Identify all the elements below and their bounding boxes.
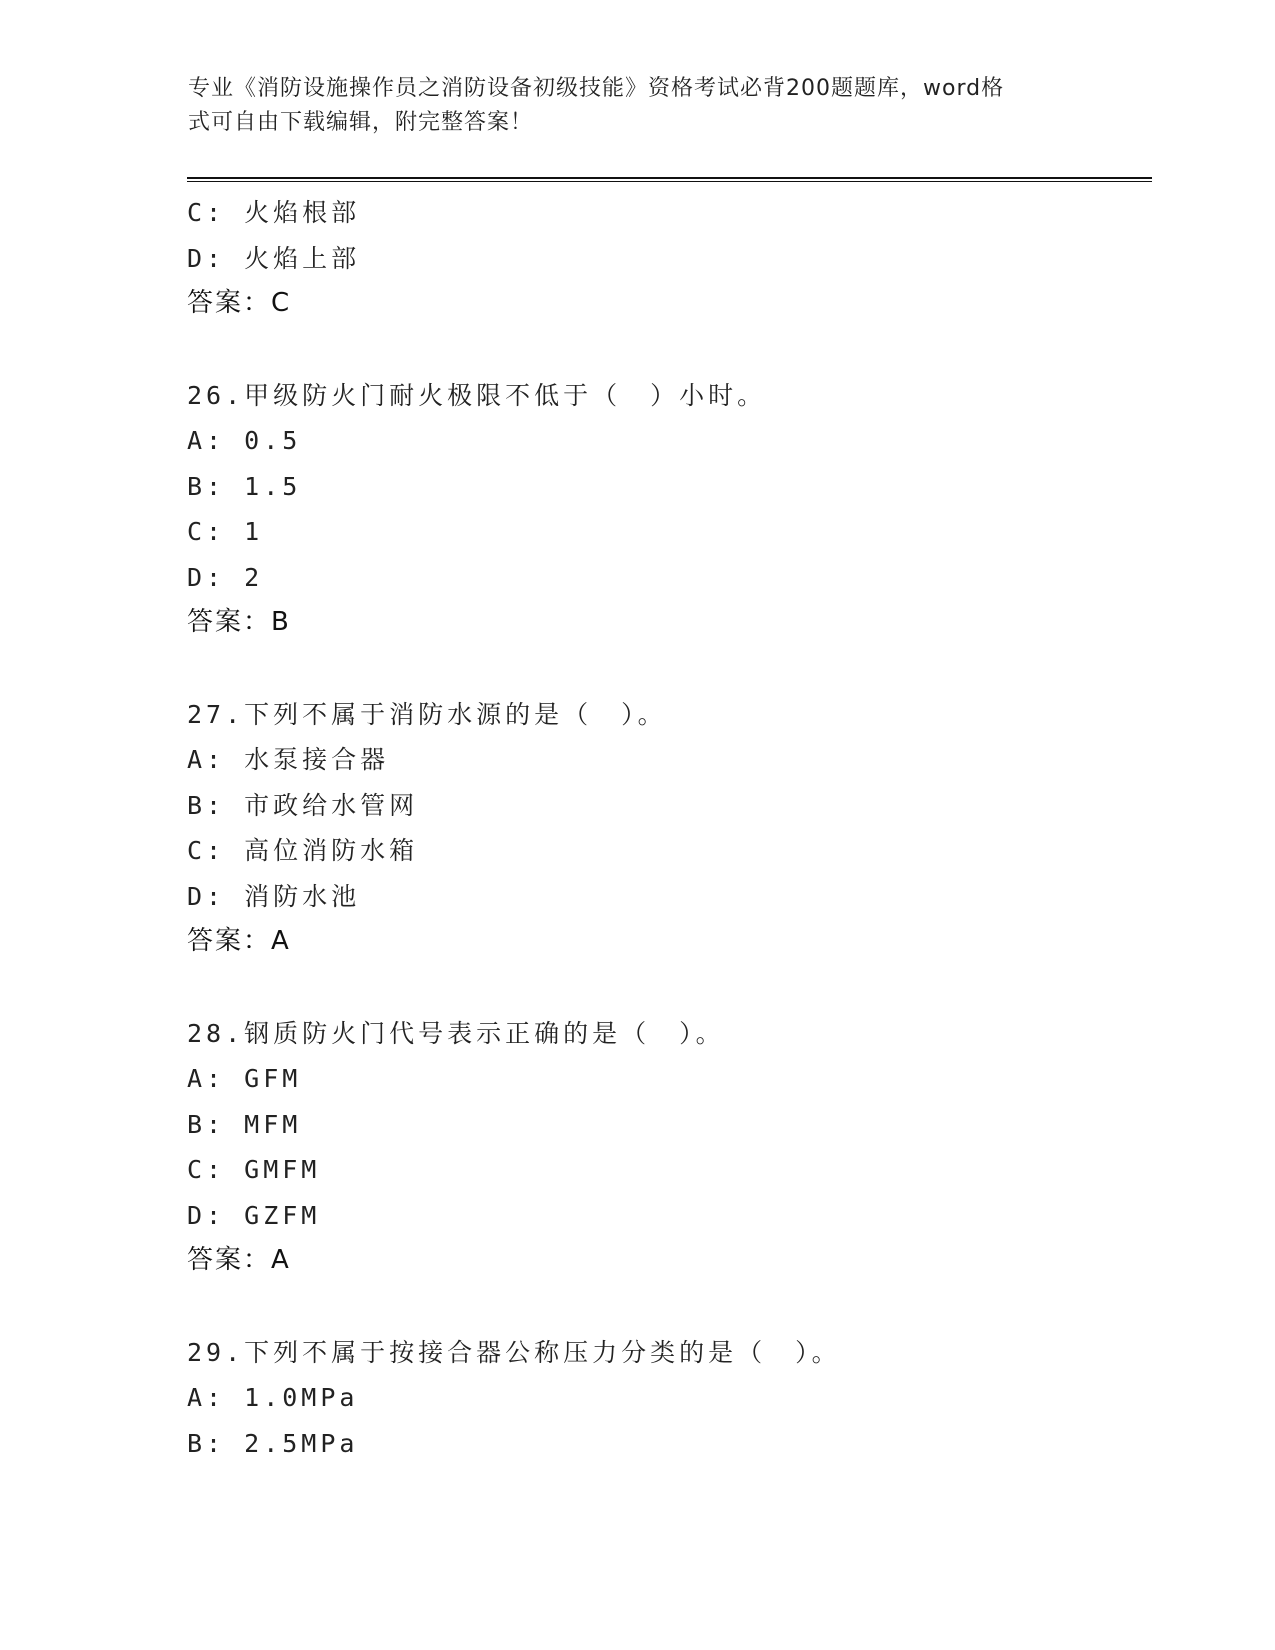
header-line-2: 式可自由下载编辑，附完整答案！	[188, 110, 534, 135]
option-d: D: 火焰上部	[187, 243, 361, 273]
option-b: B: 1.5	[187, 471, 302, 501]
answer-line: 答案：C	[187, 288, 292, 318]
header-divider	[187, 177, 1152, 182]
option-c: C: 火焰根部	[187, 198, 361, 227]
header-line-1: 专业《消防设施操作员之消防设备初级技能》资格考试必背200题题库，word格	[188, 76, 1005, 101]
option-d: D: GZFM	[187, 1200, 321, 1230]
option-b: B: 2.5MPa	[187, 1428, 359, 1458]
document-header	[188, 72, 1068, 140]
option-a: A: 1.0MPa	[187, 1383, 359, 1412]
question-text: 29.下列不属于按接合器公称压力分类的是（ ）。	[187, 1337, 841, 1367]
question-list	[187, 190, 1147, 1512]
option-a: A: 水泵接合器	[187, 745, 390, 774]
option-c: C: 1	[187, 517, 264, 546]
question-text: 27.下列不属于消防水源的是（ ）。	[187, 699, 667, 729]
question-block-25	[187, 190, 1147, 327]
option-c: C: GMFM	[187, 1155, 321, 1184]
option-c: C: 高位消防水箱	[187, 836, 419, 865]
question-block-28	[187, 1011, 1147, 1284]
question-text: 28.钢质防火门代号表示正确的是（ ）。	[187, 1018, 725, 1048]
option-d: D: 消防水池	[187, 881, 361, 911]
answer-line: 答案：A	[187, 926, 291, 956]
option-d: D: 2	[187, 562, 264, 592]
option-b: B: MFM	[187, 1109, 302, 1139]
question-block-26	[187, 373, 1147, 646]
option-a: A: GFM	[187, 1064, 302, 1093]
option-b: B: 市政给水管网	[187, 790, 419, 820]
question-text: 26.甲级防火门耐火极限不低于（ ）小时。	[187, 380, 767, 410]
answer-line: 答案：A	[187, 1245, 291, 1275]
option-a: A: 0.5	[187, 426, 302, 455]
question-block-29	[187, 1330, 1147, 1467]
question-block-27	[187, 692, 1147, 965]
answer-line: 答案：B	[187, 607, 291, 637]
